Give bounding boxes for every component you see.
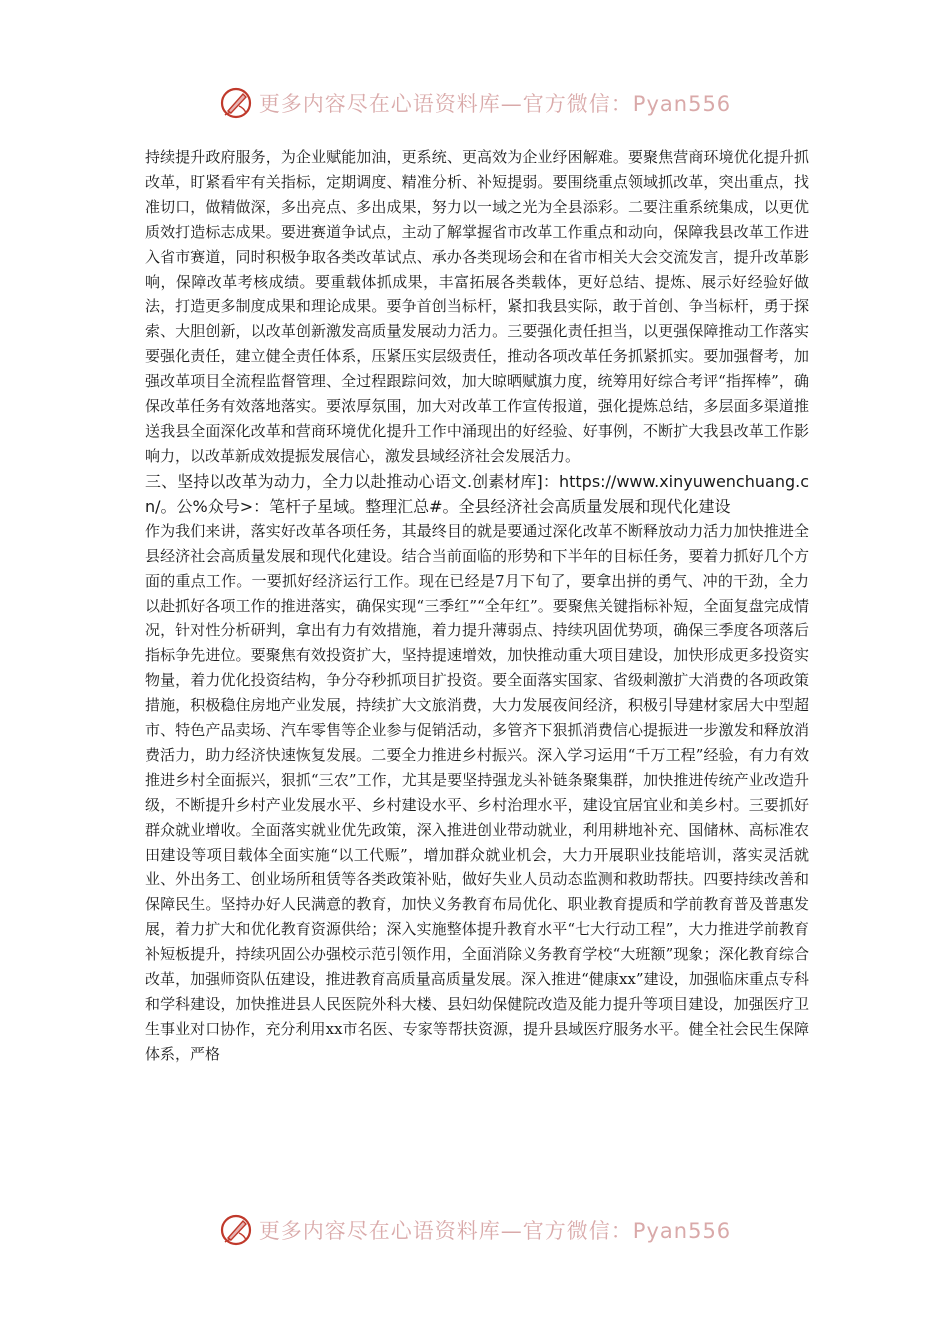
quill-logo-icon	[219, 86, 253, 120]
footer-banner	[0, 1210, 950, 1250]
body-paragraph-2: 作为我们来讲，落实好改革各项任务，其最终目的就是要通过深化改革不断释放动力活力加快推进全县经济社会高质量发展和现代化建设。结合当前面临的形势和下半年的目标任务，要着力抓好几个方面的重点工作。一要抓好经济运行工作。现在已经是7月下旬了，要拿出拼的勇气、冲的干劲，全力以赴抓好各项工作的推进落实，确保实现“三季红”“全年红”。要聚焦关键指标补短，全面复盘完成情况，针对性分析研判，拿出有力有效措施，着力提升薄弱点、持续巩固优势项，确保三季度各项落后指标争先进位。要聚焦有效投资扩大，坚持提速增效，加快推动重大项目建设，加快形成更多投资实物量，着力优化投资结构，争分夺秒抓项目扩投资。要全面落实国家、省级刺激扩大消费的各项政策措施，积极稳住房地产业发展，持续扩大文旅消费，大力发展夜间经济，积极引导建材家居大中型超市、特色产品卖场、汽车零售等企业参与促销活动，多管齐下狠抓消费信心提振进一步激发和释放消费活力，助力经济快速恢复发展。二要全力推进乡村振兴。深入学习运用“千万工程”经验，有力有效推进乡村全面振兴，狠抓“三农”工作，尤其是要坚持强龙头补链条聚集群，加快推进传统产业改造升级，不断提升乡村产业发展水平、乡村建设水平、乡村治理水平，建设宜居宜业和美乡村。三要抓好群众就业增收。全面落实就业优先政策，深入推进创业带动就业，利用耕地补充、国储林、高标准农田建设等项目载体全面实施“以工代赈”，增加群众就业机会，大力开展职业技能培训，落实灵活就业、外出务工、创业场所租赁等各类政策补贴，做好失业人员动态监测和救助帮扶。四要持续改善和保障民生。坚持办好人民满意的教育，加快义务教育布局优化、职业教育提质和学前教育普及普惠发展，着力扩大和优化教育资源供给；深入实施整体提升教育水平“七大行动工程”，大力推进学前教育补短板提升，持续巩固公办强校示范引领作用，全面消除义务教育学校“大班额”现象；深化教育综合改革，加强师资队伍建设，推进教育高质量高质量发展。深入推进“健康xx”建设，加强临床重点专科和学科建设，加快推进县人民医院外科大楼、县妇幼保健院改造及能力提升等项目建设，加强医疗卫生事业对口协作，充分利用xx市名医、专家等帮扶资源，提升县域医疗服务水平。健全社会民生保障体系，严格	[145, 521, 809, 1063]
body-paragraph-1: 持续提升政府服务，为企业赋能加油，更系统、更高效为企业纾困解难。要聚焦营商环境优化提升抓改革，盯紧看牢有关指标，定期调度、精准分析、补短提弱。要围绕重点领域抓改革，突出重点，找准切口，做精做深，多出亮点、多出成果，努力以一域之光为全县添彩。二要注重系统集成，以更优质效打造标志成果。要进赛道争试点，主动了解掌握省市改革工作重点和动向，保障我县改革工作进入省市赛道，同时积极争取各类改革试点、承办各类现场会和在省市相关大会交流发言，提升改革影响，保障改革考核成绩。要重载体抓成果，丰富拓展各类载体，更好总结、提炼、展示好经验好做法，打造更多制度成果和理论成果。要争首创当标杆，紧扣我县实际，敢于首创、争当标杆，勇于探索、大胆创新，以改革创新激发高质量发展动力活力。三要强化责任担当，以更强保障推动工作落实要强化责任，建立健全责任体系，压紧压实层级责任，推动各项改革任务抓紧抓实。要加强督考，加强改革项目全流程监督管理、全过程跟踪问效，加大晾晒赋旗力度，统筹用好综合考评“指挥棒”，确保改革任务有效落地落实。要浓厚氛围，加大对改革工作宣传报道，强化提炼总结，多层面多渠道推送我县全面深化改革和营商环境优化提升工作中涌现出的好经验、好事例，不断扩大我县改革工作影响力，以改革新成效提振发展信心，激发县域经济社会发展活力。	[145, 148, 809, 465]
quill-logo-icon	[219, 1213, 253, 1247]
section-heading: 三、坚持以改革为动力，全力以赴推动心语文.创素材库]：https://www.xinyuwenchuang.cn/。公%众号>：笔杆子星域。整理汇总#。全县经济社会高质量发展和现代化建设	[145, 471, 809, 516]
document-body	[145, 145, 809, 1067]
footer-banner-text: 更多内容尽在心语资料库—官方微信：Pyan556	[258, 1219, 732, 1243]
header-banner-text: 更多内容尽在心语资料库—官方微信：Pyan556	[258, 92, 732, 116]
header-banner	[0, 83, 950, 123]
